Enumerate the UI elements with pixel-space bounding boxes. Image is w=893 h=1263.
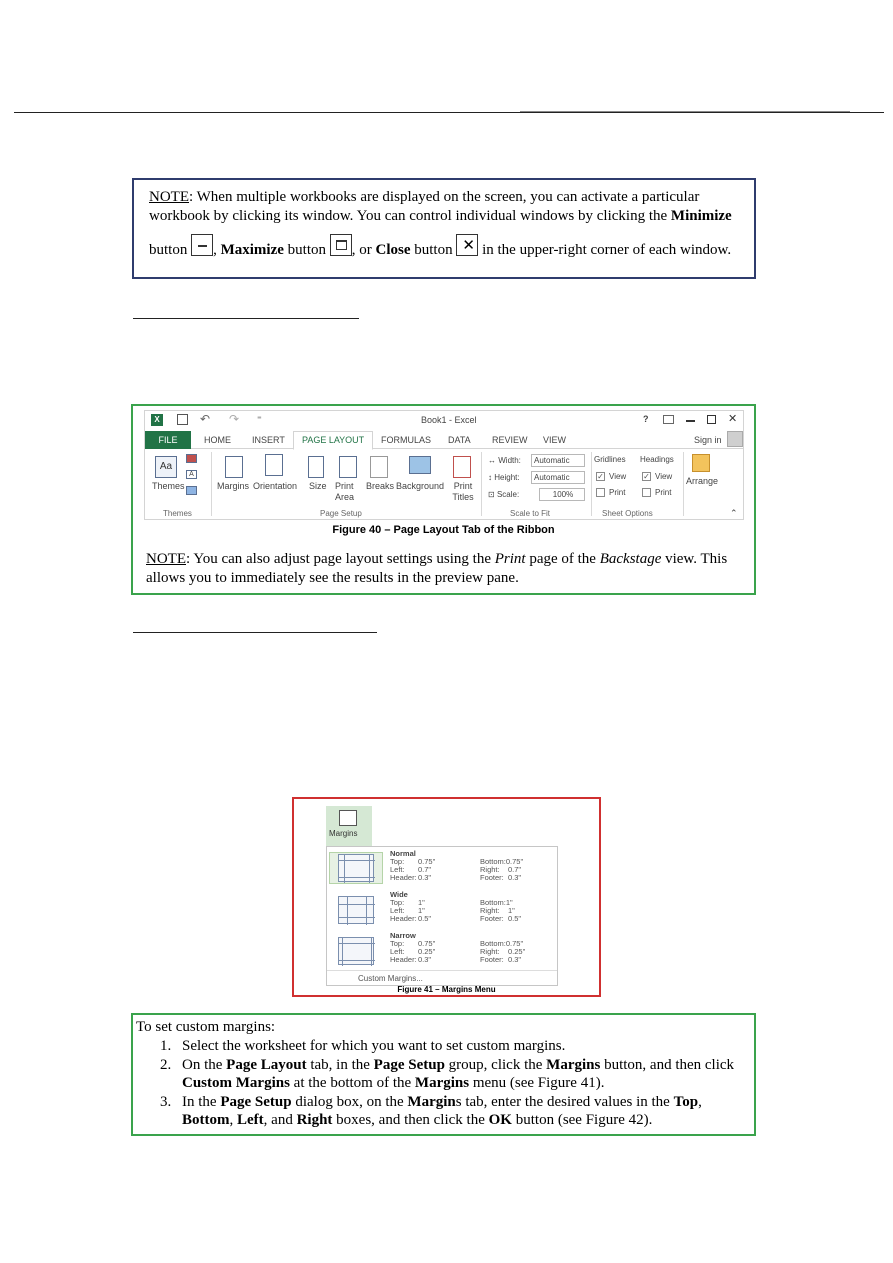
gridlines-label: Gridlines bbox=[594, 455, 626, 464]
background-icon[interactable] bbox=[409, 456, 431, 474]
maximize-term: Maximize bbox=[220, 242, 284, 258]
size-icon[interactable] bbox=[308, 456, 324, 478]
margins-dropdown-button[interactable]: Margins bbox=[326, 806, 372, 846]
group-label-page-setup: Page Setup bbox=[320, 509, 362, 518]
window-maximize-icon[interactable] bbox=[707, 415, 716, 424]
breaks-button[interactable]: Breaks bbox=[366, 481, 395, 491]
step-item: 2. On the Page Layout tab, in the Page Setup group, click the Margins button, and then click Custom Margins at the bottom of the Margins menu (see Figure 41). bbox=[160, 1056, 735, 1091]
theme-fonts-icon[interactable]: A bbox=[186, 470, 197, 479]
narrow-preset-thumbnail[interactable] bbox=[338, 937, 374, 965]
arrange-icon[interactable] bbox=[692, 454, 710, 472]
headings-view-checkbox[interactable]: ✓ bbox=[643, 472, 650, 481]
close-term: Close bbox=[375, 242, 411, 258]
width-select[interactable]: Automatic bbox=[531, 454, 585, 467]
note-box-windows bbox=[132, 178, 756, 279]
redo-icon[interactable]: ↷ bbox=[229, 412, 240, 426]
normal-preset-thumbnail[interactable] bbox=[338, 854, 374, 882]
orientation-button[interactable]: Orientation bbox=[253, 481, 298, 491]
gridlines-view-checkbox[interactable]: ✓ bbox=[597, 472, 604, 481]
orientation-icon[interactable] bbox=[265, 454, 283, 476]
section-heading-underline bbox=[133, 318, 359, 319]
ribbon-titlebar bbox=[145, 411, 743, 429]
signin-link[interactable]: Sign in bbox=[694, 435, 722, 445]
collapse-ribbon-icon[interactable]: ⌃ bbox=[730, 508, 738, 518]
themes-button[interactable]: Themes bbox=[152, 481, 185, 491]
margins-menu bbox=[326, 806, 558, 986]
close-icon: ✕ bbox=[456, 234, 478, 256]
tab-data[interactable]: DATA bbox=[448, 435, 471, 445]
tab-home[interactable]: HOME bbox=[204, 435, 231, 445]
tab-view[interactable]: VIEW bbox=[543, 435, 567, 445]
figure40-caption: Figure 40 – Page Layout Tab of the Ribbon bbox=[332, 524, 555, 536]
custom-margins-item[interactable]: Custom Margins... bbox=[358, 974, 423, 983]
custom-margins-steps bbox=[160, 1037, 752, 1130]
normal-preset[interactable]: Normal Top: 0.75" Bottom:0.75" Left: 0.7" Right: 0.7" Header:0.3" Footer: 0.3" bbox=[390, 849, 524, 882]
print-area-icon[interactable] bbox=[339, 456, 357, 478]
size-button[interactable]: Size bbox=[309, 481, 327, 491]
user-avatar-icon[interactable] bbox=[727, 431, 743, 447]
minimize-icon bbox=[191, 234, 213, 256]
undo-icon[interactable]: ↶ bbox=[200, 412, 211, 426]
height-row: ↕ Height: bbox=[488, 473, 520, 482]
figure41-caption: Figure 41 – Margins Menu bbox=[397, 985, 496, 994]
gridlines-print-checkbox[interactable] bbox=[596, 488, 605, 497]
excel-ribbon bbox=[144, 410, 744, 520]
height-select[interactable]: Automatic bbox=[531, 471, 585, 484]
excel-logo-icon: X bbox=[151, 414, 163, 426]
group-label-themes: Themes bbox=[163, 509, 192, 518]
background-button[interactable]: Background bbox=[396, 481, 445, 491]
width-row: ↔ Width: bbox=[488, 456, 521, 465]
window-close-icon[interactable]: ✕ bbox=[728, 413, 738, 425]
headings-print-checkbox[interactable] bbox=[642, 488, 651, 497]
tab-formulas[interactable]: FORMULAS bbox=[381, 435, 432, 445]
figure40-note: NOTE: You can also adjust page layout settings using the Print page of the Backstage view. This allows you to immediately see the results in the preview pane. bbox=[146, 551, 728, 586]
tab-file[interactable]: FILE bbox=[145, 431, 191, 449]
tab-review[interactable]: REVIEW bbox=[492, 435, 528, 445]
print-titles-icon[interactable] bbox=[453, 456, 471, 478]
arrange-button[interactable]: Arrange bbox=[686, 476, 719, 486]
tab-page-layout[interactable]: PAGE LAYOUT bbox=[293, 431, 373, 450]
margins-button[interactable]: Margins bbox=[217, 481, 250, 491]
note-label: NOTE bbox=[149, 189, 189, 205]
maximize-icon bbox=[330, 234, 352, 256]
print-titles-button[interactable]: Print Titles bbox=[452, 481, 474, 502]
header-rule bbox=[14, 112, 884, 113]
narrow-preset[interactable]: Narrow Top: 0.75" Bottom:0.75" Left: 0.25" Right: 0.25" Header:0.3" Footer: 0.3" bbox=[390, 931, 526, 964]
qat-customize-icon[interactable]: ⁼ bbox=[257, 414, 262, 424]
margins-icon[interactable] bbox=[225, 456, 243, 478]
window-minimize-icon[interactable] bbox=[686, 420, 695, 422]
margins-icon bbox=[339, 810, 357, 826]
ribbon-body: Aa Themes A Themes Margins Orientation Size Print Area Breaks Background Print Titles Page Setup ↔ Width: Automatic ↕ Height: Automatic ⊡ Scale: 100% Scale to Fit Gridlines ✓ View Print Headings ✓ View Print Sheet Options Arrange ⌃ bbox=[145, 450, 743, 520]
headings-label: Headings bbox=[640, 455, 674, 464]
ribbon-tabs bbox=[145, 431, 743, 449]
wide-preset-thumbnail[interactable] bbox=[338, 896, 374, 924]
minimize-term: Minimize bbox=[670, 208, 732, 224]
breaks-icon[interactable] bbox=[370, 456, 388, 478]
step-item: 3. In the Page Setup dialog box, on the Margins tab, enter the desired values in the Top, Bottom, Left, and Right boxes, and then click the OK button (see Figure 42). bbox=[160, 1093, 702, 1128]
tab-insert[interactable]: INSERT bbox=[252, 435, 285, 445]
group-label-sheet-options: Sheet Options bbox=[602, 509, 653, 518]
step-item: 1. Select the worksheet for which you want to set custom margins. bbox=[160, 1038, 566, 1054]
ribbon-display-icon[interactable] bbox=[663, 415, 674, 424]
themes-icon[interactable]: Aa bbox=[155, 456, 177, 478]
theme-effects-icon[interactable] bbox=[186, 486, 197, 495]
header-rule-shadow bbox=[520, 111, 850, 112]
save-icon[interactable] bbox=[177, 414, 188, 425]
help-icon[interactable]: ? bbox=[643, 414, 649, 424]
print-area-button[interactable]: Print Area bbox=[335, 481, 355, 502]
group-label-scale-to-fit: Scale to Fit bbox=[510, 509, 551, 518]
window-title: Book1 - Excel bbox=[421, 415, 477, 425]
scale-row: ⊡ Scale: bbox=[488, 490, 520, 499]
scale-spinner[interactable]: 100% bbox=[539, 488, 585, 501]
wide-preset[interactable]: Wide Top: 1" Bottom:1" Left: 1" Right: 1" Header:0.5" Footer: 0.5" bbox=[390, 890, 522, 923]
theme-colors-icon[interactable] bbox=[186, 454, 197, 463]
custom-margins-intro: To set custom margins: bbox=[136, 1019, 276, 1035]
section-heading-underline-2 bbox=[133, 632, 377, 633]
note-text: NOTE: When multiple workbooks are displayed on the screen, you can activate a particular workbook by clicking its window. You can control individual windows by clicking the Minimize button , Maximize button , or Close button ✕ in the upper-right corner of each window. bbox=[149, 189, 732, 258]
